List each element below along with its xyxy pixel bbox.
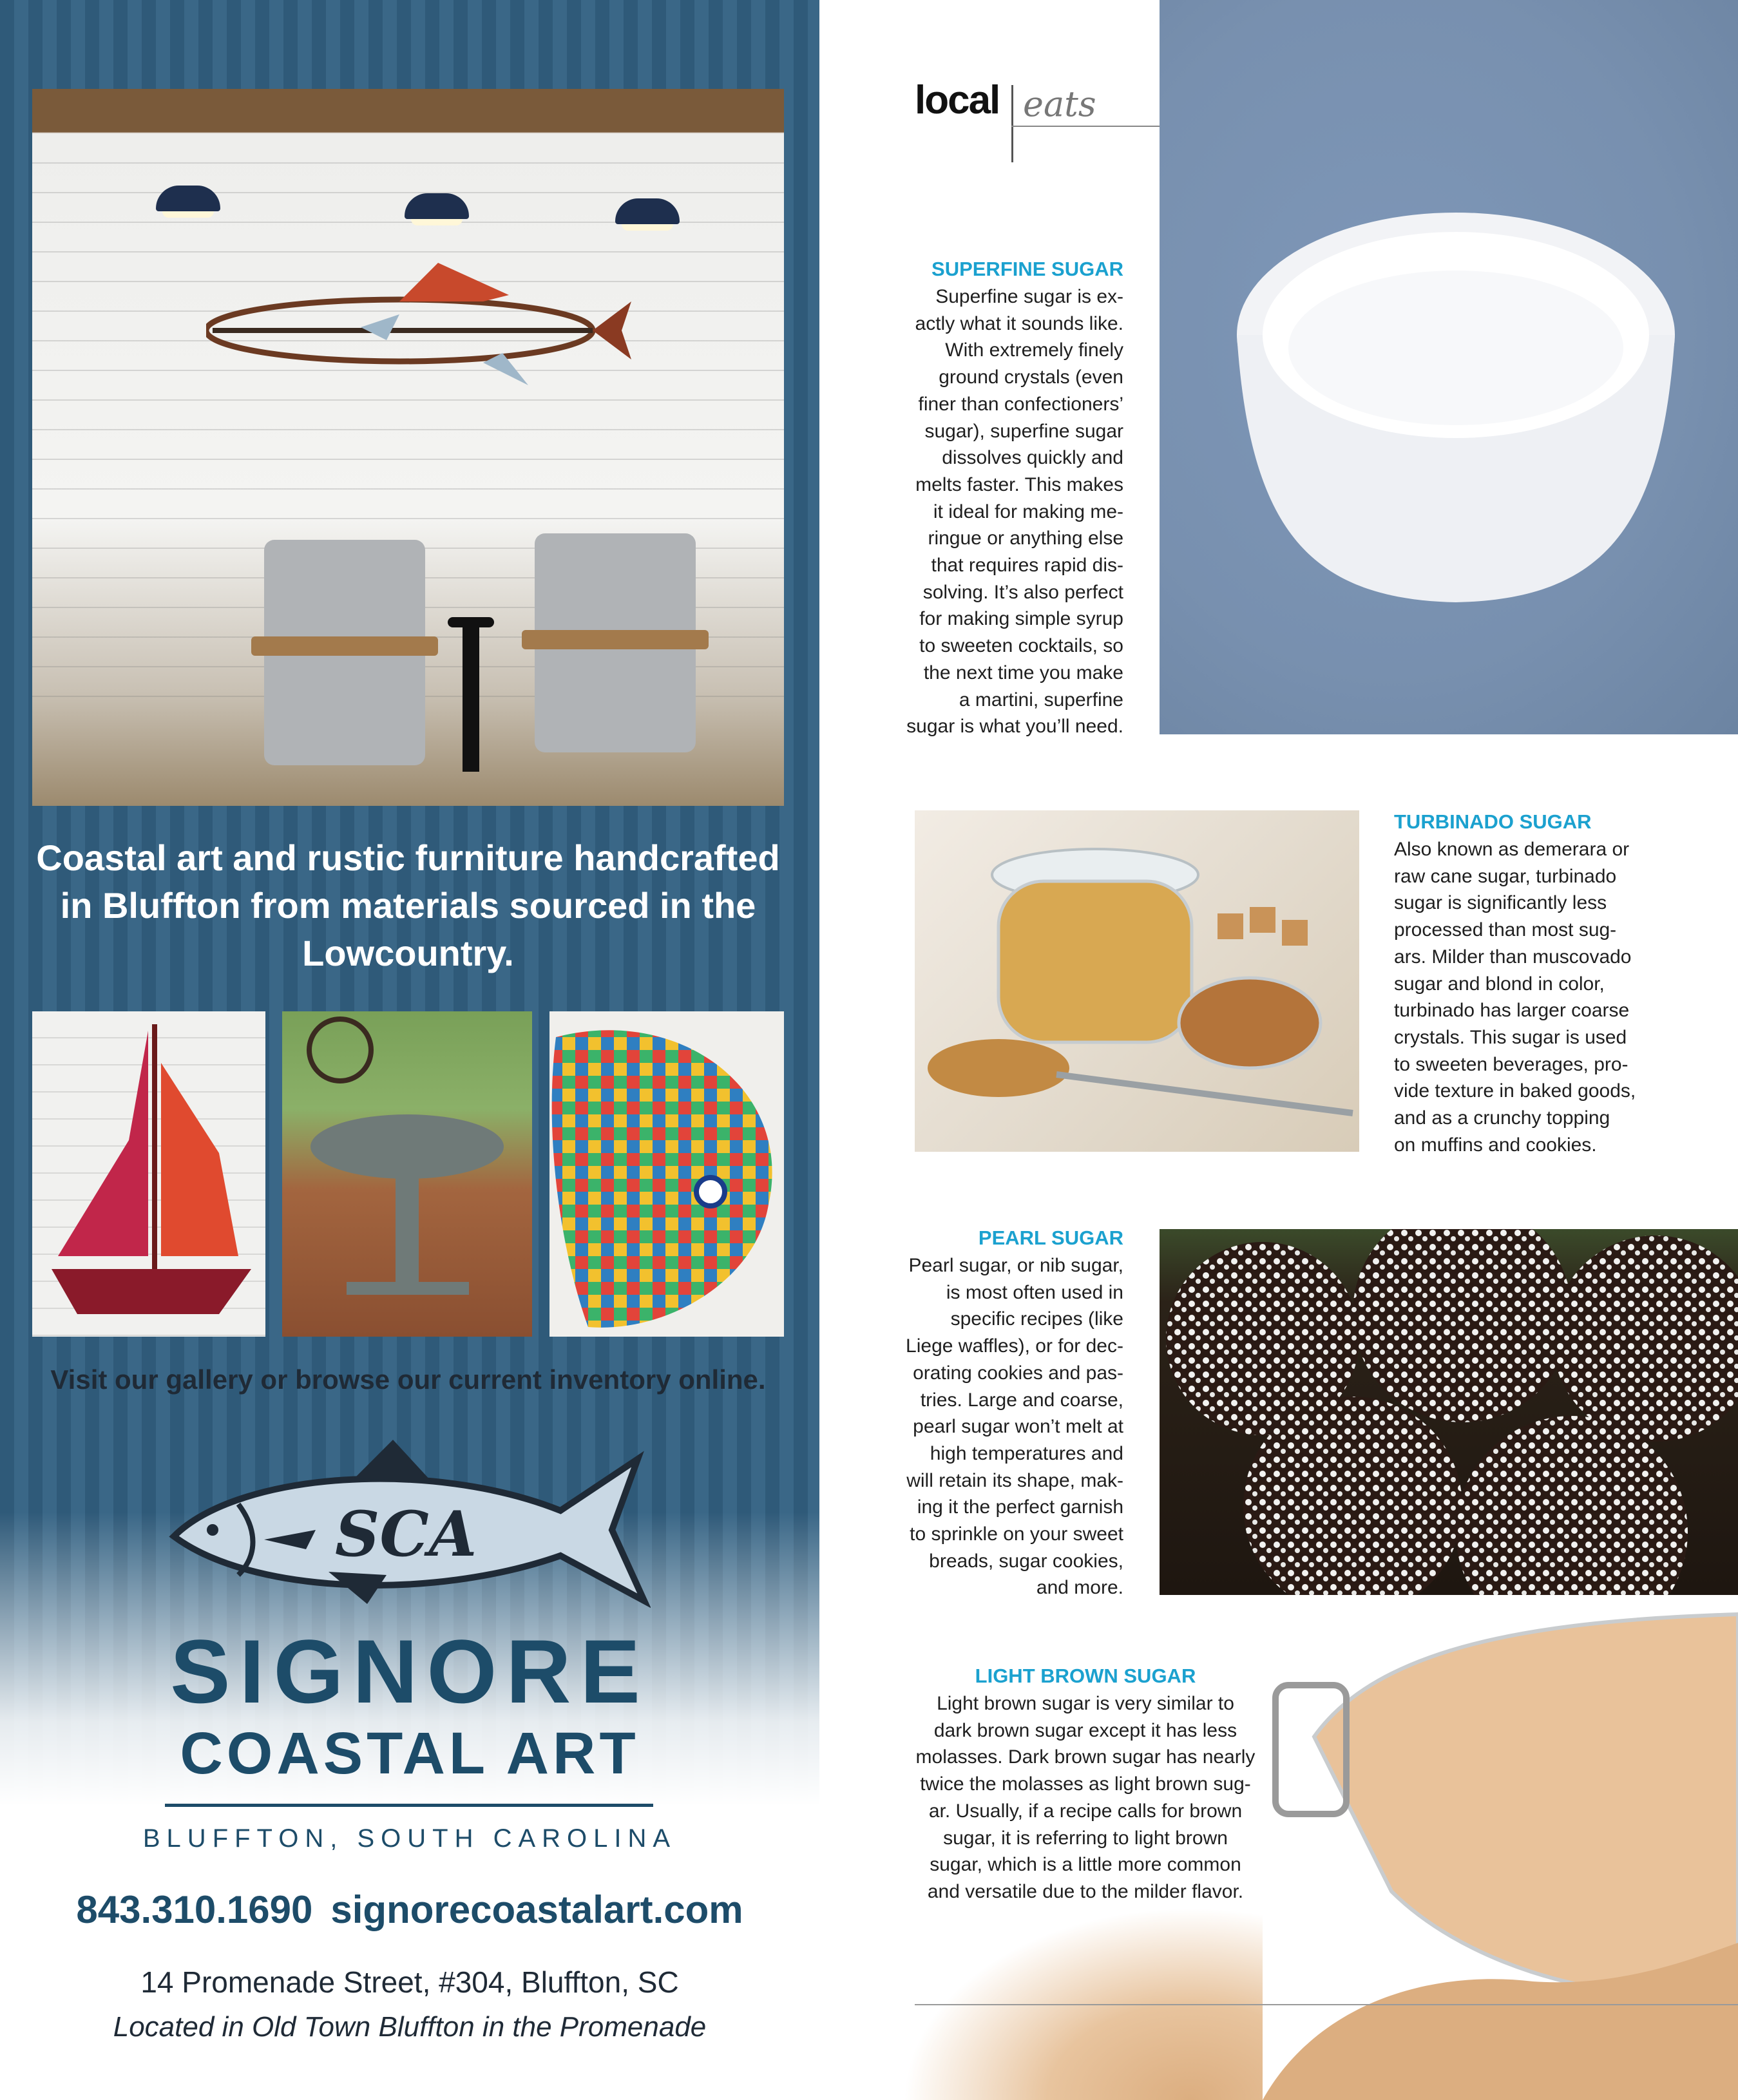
pearl-truffles — [1160, 1229, 1738, 1595]
superfine-body — [889, 283, 1123, 740]
kicker-divider — [1011, 85, 1013, 162]
location-note: Located in Old Town Bluffton in the Promenade — [113, 2011, 707, 2043]
turbinado-title: TURBINADO SUGAR — [1394, 810, 1592, 833]
side-table-top — [448, 617, 494, 627]
spilled-brown-sugar — [902, 1907, 1263, 2100]
body-line: specific recipes (like — [950, 1308, 1123, 1330]
turbinado-jar — [915, 810, 1359, 1152]
round-table — [282, 1011, 532, 1337]
pearl-body — [889, 1252, 1123, 1601]
advertisement-panel — [0, 0, 819, 2100]
brand-divider — [165, 1804, 653, 1807]
phone-number[interactable]: 843.310.1690 — [76, 1888, 313, 1931]
ad-tagline: Coastal art and rustic furniture handcrafted in Bluffton from materials sourced in the Lowcountry. — [36, 837, 780, 973]
page-bottom-rule — [915, 2004, 1738, 2005]
body-line: ars. Milder than muscovado — [1394, 946, 1632, 968]
body-line: turbinado has larger coarse — [1394, 1000, 1630, 1022]
brand-location: BLUFFTON, SOUTH CAROLINA — [142, 1824, 677, 1853]
body-line: pearl sugar won’t melt at — [913, 1416, 1123, 1438]
hero-photo-porch — [32, 89, 784, 806]
body-line: Light brown sugar is very similar to — [937, 1693, 1234, 1714]
body-line: is most often used in — [946, 1281, 1123, 1303]
body-line: to sweeten cocktails, so — [919, 635, 1123, 657]
brand-name-line1: SIGNORE — [170, 1621, 649, 1722]
body-line: vide texture in baked goods, — [1394, 1080, 1636, 1102]
body-line: melts faster. This makes — [915, 473, 1123, 495]
photo-pearl-sugar — [1160, 1229, 1738, 1595]
body-line: on muffins and cookies. — [1394, 1134, 1597, 1156]
barn-lamp — [156, 186, 220, 211]
body-line: With extremely finely — [945, 339, 1123, 361]
sailboat-art — [32, 1011, 265, 1337]
body-line: sugar and blond in color, — [1394, 973, 1605, 995]
photo-sailboat-art — [32, 1011, 265, 1337]
brown-sugar-jar — [1263, 1595, 1738, 2100]
body-line: that requires rapid dis- — [931, 555, 1123, 577]
body-line: sugar is significantly less — [1394, 892, 1607, 914]
lightbrown-body — [902, 1690, 1269, 1905]
body-line: solving. It’s also perfect — [922, 581, 1123, 603]
body-line: ing it the perfect garnish — [917, 1496, 1123, 1518]
body-line: sugar), superfine sugar — [924, 420, 1123, 442]
photo-mosaic-fish — [549, 1011, 784, 1337]
street-address: 14 Promenade Street, #304, Bluffton, SC — [140, 1965, 679, 1999]
body-line: Also known as demerara or — [1394, 839, 1630, 860]
brand-name-line2: COASTAL ART — [180, 1721, 640, 1786]
body-line: the next time you make — [923, 662, 1123, 683]
kicker-eats: eats — [1023, 84, 1096, 124]
body-line: sugar is what you’ll need. — [906, 716, 1123, 738]
photo-superfine-sugar — [1160, 0, 1738, 734]
body-line: ground crystals (even — [939, 367, 1123, 388]
body-line: molasses. Dark brown sugar has nearly — [915, 1746, 1256, 1768]
kicker-rule — [1011, 126, 1160, 127]
body-line: actly what it sounds like. — [915, 312, 1123, 334]
body-line: a martini, superfine — [959, 689, 1123, 711]
barn-lamp — [615, 198, 680, 224]
logo-monogram: SCA — [335, 1498, 477, 1570]
body-line: and more. — [1036, 1577, 1123, 1599]
lightbrown-title: LIGHT BROWN SUGAR — [975, 1665, 1196, 1687]
body-line: raw cane sugar, turbinado — [1394, 865, 1617, 887]
body-line: Liege waffles), or for dec- — [906, 1335, 1123, 1357]
logo-fish — [161, 1433, 651, 1614]
body-line: sugar, it is referring to light brown — [943, 1827, 1228, 1849]
body-line: to sweeten beverages, pro- — [1394, 1053, 1628, 1075]
body-line: will retain its shape, mak- — [906, 1469, 1123, 1491]
chair-arm — [522, 630, 709, 649]
contact-line — [0, 1887, 819, 1932]
photo-round-table — [282, 1011, 532, 1337]
side-table — [463, 624, 479, 772]
body-line: and versatile due to the milder flavor. — [927, 1880, 1244, 1902]
body-line: it ideal for making me- — [933, 501, 1123, 522]
photo-light-brown-sugar — [1263, 1595, 1738, 2100]
body-line: high temperatures and — [930, 1442, 1123, 1464]
pearl-title: PEARL SUGAR — [978, 1227, 1123, 1249]
body-line: sugar, which is a little more common — [930, 1854, 1241, 1876]
body-line: ringue or anything else — [928, 528, 1123, 549]
superfine-title: SUPERFINE SUGAR — [931, 258, 1123, 280]
body-line: for making simple syrup — [919, 608, 1123, 630]
body-line: Superfine sugar is ex- — [935, 286, 1123, 307]
body-line: ar. Usually, if a recipe calls for brown — [928, 1800, 1243, 1822]
body-line: tries. Large and coarse, — [920, 1389, 1123, 1411]
body-line: and as a crunchy topping — [1394, 1107, 1610, 1129]
kicker-local: local — [915, 78, 1000, 122]
mosaic-fish — [549, 1011, 784, 1337]
body-line: Pearl sugar, or nib sugar, — [908, 1255, 1123, 1276]
body-line: finer than confectioners’ — [918, 393, 1123, 415]
body-line: crystals. This sugar is used — [1394, 1026, 1627, 1048]
body-line: dark brown sugar except it has less — [933, 1719, 1237, 1741]
body-line: dissolves quickly and — [942, 447, 1123, 469]
body-line: to sprinkle on your sweet — [910, 1523, 1123, 1545]
fish-sculpture — [206, 250, 670, 405]
website-link[interactable]: signorecoastalart.com — [330, 1888, 743, 1931]
turbinado-body — [1394, 836, 1729, 1158]
body-line: twice the molasses as light brown sug- — [920, 1773, 1251, 1795]
ad-visit-text: Visit our gallery or browse our current inventory online. — [50, 1364, 766, 1395]
body-line: orating cookies and pas- — [913, 1362, 1123, 1384]
body-line: breads, sugar cookies, — [929, 1550, 1123, 1572]
body-line: processed than most sug- — [1394, 919, 1617, 941]
barn-lamp — [405, 193, 469, 219]
chair-arm — [251, 636, 438, 656]
photo-turbinado-sugar — [915, 810, 1359, 1152]
sugar-bowl — [1160, 0, 1738, 734]
